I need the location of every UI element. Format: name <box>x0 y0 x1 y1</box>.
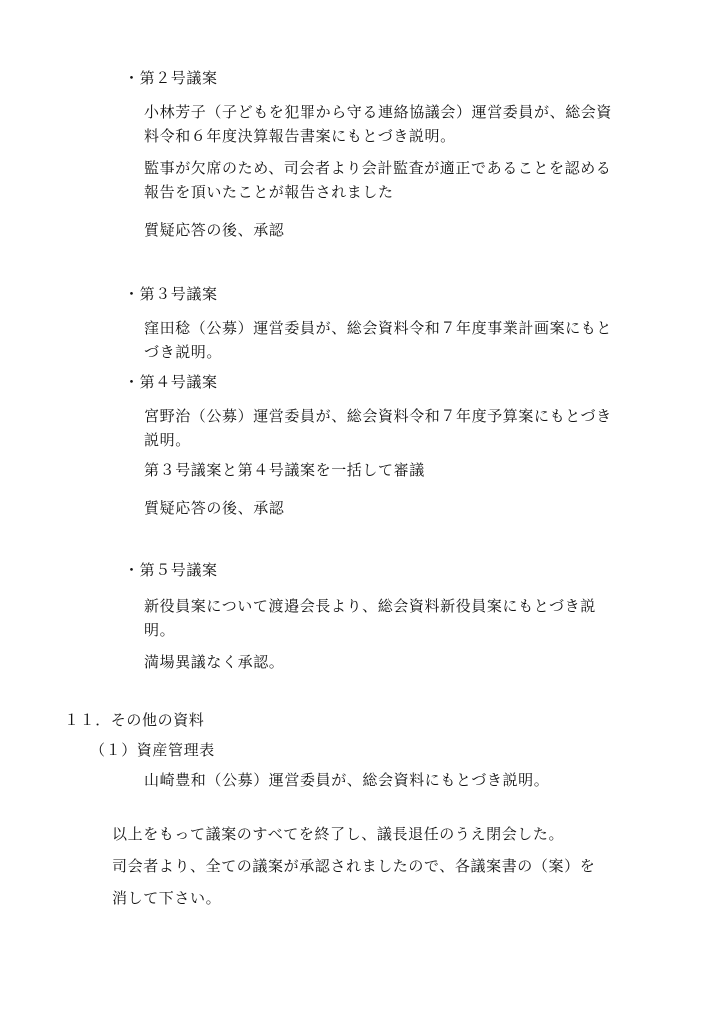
agenda2-result: 質疑応答の後、承認 <box>144 221 285 239</box>
closing-line2: 司会者より、全ての議案が承認されましたので、各議案書の（案）を <box>112 857 596 875</box>
agenda5-paragraph-line2: 明。 <box>144 621 176 639</box>
closing-line1: 以上をもって議案のすべてを終了し、議長退任のうえ閉会した。 <box>112 825 565 843</box>
agenda3-heading: ・第３号議案 <box>124 285 218 303</box>
agenda5-result: 満場異議なく承認。 <box>144 653 285 671</box>
section11-heading: １１．その他の資料 <box>64 711 205 729</box>
agenda2-paragraph2-line1: 監事が欠席のため、司会者より会計監査が適正であることを認める <box>144 159 612 177</box>
agenda2-paragraph1-line2: 料令和６年度決算報告書案にもとづき説明。 <box>144 127 456 145</box>
agenda4-heading: ・第４号議案 <box>124 373 218 391</box>
agenda4-paragraph-line2: 説明。 <box>144 431 191 449</box>
agenda3-paragraph-line2: づき説明。 <box>144 343 223 361</box>
section11-body: 山崎豊和（公募）運営委員が、総会資料にもとづき説明。 <box>144 771 550 789</box>
agenda5-heading: ・第５号議案 <box>124 561 218 579</box>
agenda2-paragraph2-line2: 報告を頂いたことが報告されました <box>144 183 394 201</box>
agenda2-heading: ・第２号議案 <box>124 69 218 87</box>
agenda4-paragraph-line1: 宮野治（公募）運営委員が、総会資料令和７年度予算案にもとづき <box>144 407 612 425</box>
agenda5-paragraph-line1: 新役員案について渡邉会長より、総会資料新役員案にもとづき説 <box>144 597 596 615</box>
agenda4-result: 質疑応答の後、承認 <box>144 499 285 517</box>
agenda2-paragraph1-line1: 小林芳子（子どもを犯罪から守る連絡協議会）運営委員が、総会資 <box>144 103 613 121</box>
agenda4-joint-deliberation: 第３号議案と第４号議案を一括して審議 <box>144 461 425 479</box>
section11-subheading: （１）資産管理表 <box>90 741 215 759</box>
closing-line3: 消して下さい。 <box>112 889 222 907</box>
agenda3-paragraph-line1: 窪田稔（公募）運営委員が、総会資料令和７年度事業計画案にもと <box>144 319 613 337</box>
